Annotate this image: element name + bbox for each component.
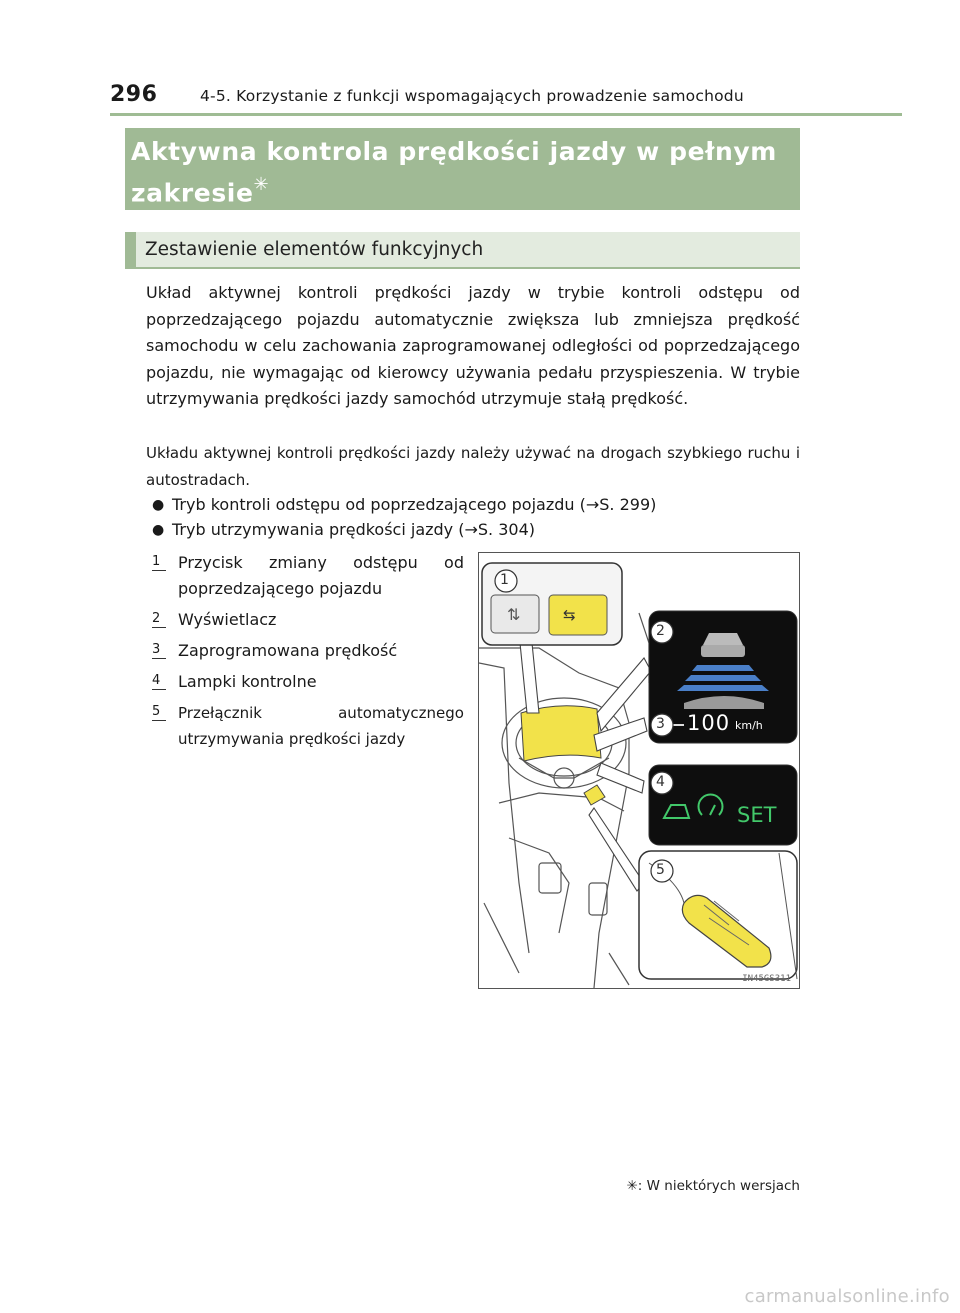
item-text: Wyświetlacz	[178, 610, 277, 629]
footnote-text: : W niektórych wersjach	[637, 1178, 800, 1194]
callout-pointers	[519, 633, 651, 891]
set-speed-value: 100	[687, 711, 731, 735]
item-text: Przełącznik automatycznego utrzymywania prędkości jazdy	[178, 704, 464, 748]
page-reference-link[interactable]: →S. 299	[585, 495, 651, 514]
bullet-icon: ●	[152, 497, 165, 513]
bullet-item	[152, 492, 656, 518]
dashboard-drawing	[479, 553, 799, 988]
footnote	[626, 1178, 800, 1194]
svg-text:⇅: ⇅	[507, 605, 521, 624]
page-reference-link[interactable]: →S. 304	[464, 520, 529, 539]
page-title	[125, 128, 800, 210]
meter-highlight	[521, 706, 601, 761]
bullet-text: Tryb utrzymywania prędkości jazdy (→S. 304)	[172, 520, 536, 539]
callout-4: 4	[656, 774, 665, 790]
callout-5: 5	[656, 862, 665, 878]
callout-3: 3	[656, 716, 665, 732]
component-list	[152, 550, 464, 757]
svg-text:⇆: ⇆	[563, 606, 576, 624]
callout-2: 2	[656, 623, 665, 639]
item-text: Zaprogramowana prędkość	[178, 641, 398, 660]
asterisk-icon: ✳	[253, 174, 270, 195]
subsection-heading: Zestawienie elementów funkcyjnych	[125, 232, 800, 269]
item-number: 2	[152, 610, 166, 628]
asterisk-icon: ✳	[626, 1178, 638, 1194]
item-number: 1	[152, 553, 166, 571]
watermark: carmanualsonline.info	[744, 1286, 950, 1307]
item-number: 3	[152, 641, 166, 659]
usage-paragraph: Układu aktywnej kontroli prędkości jazdy należy używać na drogach szybkiego ruchu i autostradach.	[146, 444, 800, 489]
list-item	[152, 669, 464, 695]
page-title-text: Aktywna kontrola prędkości jazdy w pełnym zakresie	[131, 137, 777, 208]
set-indicator: SET	[737, 803, 777, 827]
speed-unit: km/h	[735, 719, 763, 732]
bullet-item	[152, 517, 535, 543]
callout-1: 1	[500, 572, 509, 588]
intro-paragraph: Układ aktywnej kontroli prędkości jazdy w trybie kontroli odstępu od poprzedzającego pojazdu automatycznie zwiększa lub zmniejsza prędkość samochodu w celu zachowania zaprogramowanej odległości od poprzedzającego pojazdu, nie wymagając od kierowcy używania pedału przyspieszenia. W trybie utrzymywania prędkości jazdy samochód utrzymuje stałą prędkość.	[146, 283, 800, 408]
list-item	[152, 638, 464, 664]
list-item	[152, 550, 464, 602]
page-header	[110, 82, 744, 107]
header-divider	[110, 113, 902, 116]
figure-code: IN45GS311	[742, 974, 791, 984]
bullet-icon: ●	[152, 522, 165, 538]
section-path: 4-5. Korzystanie z funkcji wspomagających prowadzenie samochodu	[200, 87, 744, 105]
item-number: 4	[152, 672, 166, 690]
cockpit-sketch	[479, 613, 649, 988]
list-item	[152, 607, 464, 633]
page-number: 296	[110, 82, 158, 107]
list-item	[152, 700, 464, 752]
item-text: Lampki kontrolne	[178, 672, 317, 691]
dashboard-illustration	[478, 552, 800, 989]
lever-highlight	[584, 785, 605, 805]
item-number: 5	[152, 703, 166, 721]
bullet-text: Tryb kontroli odstępu od poprzedzającego pojazdu (→S. 299)	[172, 495, 657, 514]
item-text: Przycisk zmiany odstępu od poprzedzającego pojazdu	[178, 553, 464, 598]
